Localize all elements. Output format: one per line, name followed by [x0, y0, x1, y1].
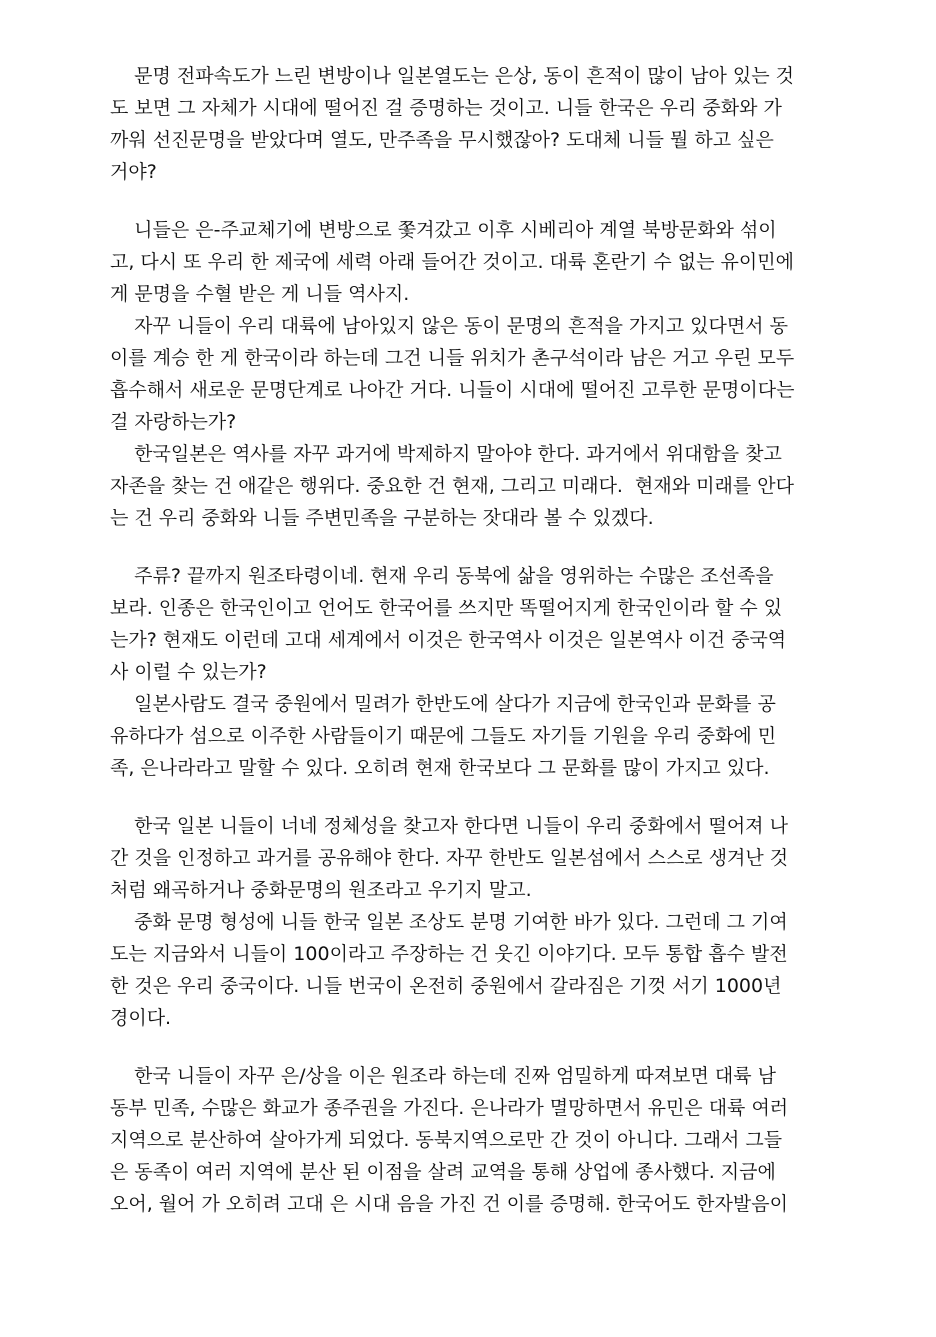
text-line: 도 보면 그 자체가 시대에 떨어진 걸 증명하는 것이고. 니들 한국은 우리 중화와 가 — [110, 97, 782, 119]
text-line: 은 동족이 여러 지역에 분산 된 이점을 살려 교역을 통해 상업에 종사했다. 지금에 — [110, 1161, 776, 1183]
paragraph-2 — [110, 214, 826, 310]
text-line: 는가? 현재도 이런데 고대 세계에서 이것은 한국역사 이것은 일본역사 이건 중국역 — [110, 629, 787, 651]
paragraph-3 — [110, 310, 826, 438]
paragraph-5 — [110, 560, 826, 688]
text-line: 한국 니들이 자꾸 은/상을 이은 원조라 하는데 진짜 엄밀하게 따져보면 대륙 남 — [110, 1065, 776, 1087]
paragraph-gap — [110, 534, 826, 560]
text-line: 자꾸 니들이 우리 대륙에 남아있지 않은 동이 문명의 흔적을 가지고 있다면서 동 — [110, 315, 788, 337]
text-line: 처럼 왜곡하거나 중화문명의 원조라고 우기지 말고. — [110, 879, 532, 901]
text-line: 경이다. — [110, 1007, 172, 1029]
paragraph-7 — [110, 810, 826, 906]
text-line: 고, 다시 또 우리 한 제국에 세력 아래 들어간 것이고. 대륙 혼란기 수 없는 유이민에 — [110, 251, 794, 273]
text-line: 도는 지금와서 니들이 100이라고 주장하는 건 웃긴 이야기다. 모두 통합 흡수 발전 — [110, 943, 788, 965]
text-line: 중화 문명 형성에 니들 한국 일본 조상도 분명 기여한 바가 있다. 그런데 그 기여 — [110, 911, 788, 933]
paragraph-6 — [110, 688, 826, 784]
text-line: 동부 민족, 수많은 화교가 종주권을 가진다. 은나라가 멸망하면서 유민은 대륙 여러 — [110, 1097, 789, 1119]
text-line: 게 문명을 수혈 받은 게 니들 역사지. — [110, 283, 410, 305]
text-line: 보라. 인종은 한국인이고 언어도 한국어를 쓰지만 똑떨어지게 한국인이라 할 수 있 — [110, 597, 783, 619]
text-line: 유하다가 섬으로 이주한 사람들이기 때문에 그들도 자기들 기원을 우리 중화에 민 — [110, 725, 777, 747]
paragraph-9 — [110, 1060, 826, 1220]
text-line: 는 건 우리 중화와 니들 주변민족을 구분하는 잣대라 볼 수 있겠다. — [110, 507, 654, 529]
text-line: 까워 선진문명을 받았다며 열도, 만주족을 무시했잖아? 도대체 니들 뭘 하고 싶은 — [110, 129, 774, 151]
paragraph-4 — [110, 438, 826, 534]
text-line: 사 이럴 수 있는가? — [110, 661, 267, 683]
text-line: 지역으로 분산하여 살아가게 되었다. 동북지역으로만 간 것이 아니다. 그래서 그들 — [110, 1129, 783, 1151]
text-line: 주류? 끝까지 원조타령이네. 현재 우리 동북에 삶을 영위하는 수많은 조선족을 — [110, 565, 774, 587]
text-line: 일본사람도 결국 중원에서 밀려가 한반도에 살다가 지금에 한국인과 문화를 공 — [110, 693, 776, 715]
paragraph-8 — [110, 906, 826, 1034]
text-line: 걸 자랑하는가? — [110, 411, 237, 433]
text-line: 이를 계승 한 게 한국이라 하는데 그건 니들 위치가 촌구석이라 남은 거고 우린 모두 — [110, 347, 795, 369]
text-line: 자존을 찾는 건 애같은 행위다. 중요한 건 현재, 그리고 미래다. 현재와 미래를 안다 — [110, 475, 794, 497]
paragraph-gap — [110, 784, 826, 810]
paragraph-1 — [110, 60, 826, 188]
text-line: 한국일본은 역사를 자꾸 과거에 박제하지 말아야 한다. 과거에서 위대함을 찾고 — [110, 443, 782, 465]
text-line: 족, 은나라라고 말할 수 있다. 오히려 현재 한국보다 그 문화를 많이 가지고 있다. — [110, 757, 770, 779]
text-line: 오어, 월어 가 오히려 고대 은 시대 음을 가진 건 이를 증명해. 한국어도 한자발음이 — [110, 1193, 788, 1215]
text-line: 한국 일본 니들이 너네 정체성을 찾고자 한다면 니들이 우리 중화에서 떨어져 나 — [110, 815, 788, 837]
paragraph-gap — [110, 188, 826, 214]
text-line: 니들은 은-주교체기에 변방으로 쫓겨갔고 이후 시베리아 계열 북방문화와 섞이 — [110, 219, 777, 241]
text-line: 한 것은 우리 중국이다. 니들 번국이 온전히 중원에서 갈라짐은 기껏 서기 1000년 — [110, 975, 782, 997]
text-line: 거야? — [110, 161, 157, 183]
text-line: 흡수해서 새로운 문명단계로 나아간 거다. 니들이 시대에 떨어진 고루한 문명이다는 — [110, 379, 795, 401]
text-line: 문명 전파속도가 느린 변방이나 일본열도는 은상, 동이 흔적이 많이 남아 있는 것 — [110, 65, 794, 87]
body-text — [110, 60, 826, 1220]
paragraph-gap — [110, 1034, 826, 1060]
text-line: 간 것을 인정하고 과거를 공유해야 한다. 자꾸 한반도 일본섬에서 스스로 생겨난 것 — [110, 847, 789, 869]
